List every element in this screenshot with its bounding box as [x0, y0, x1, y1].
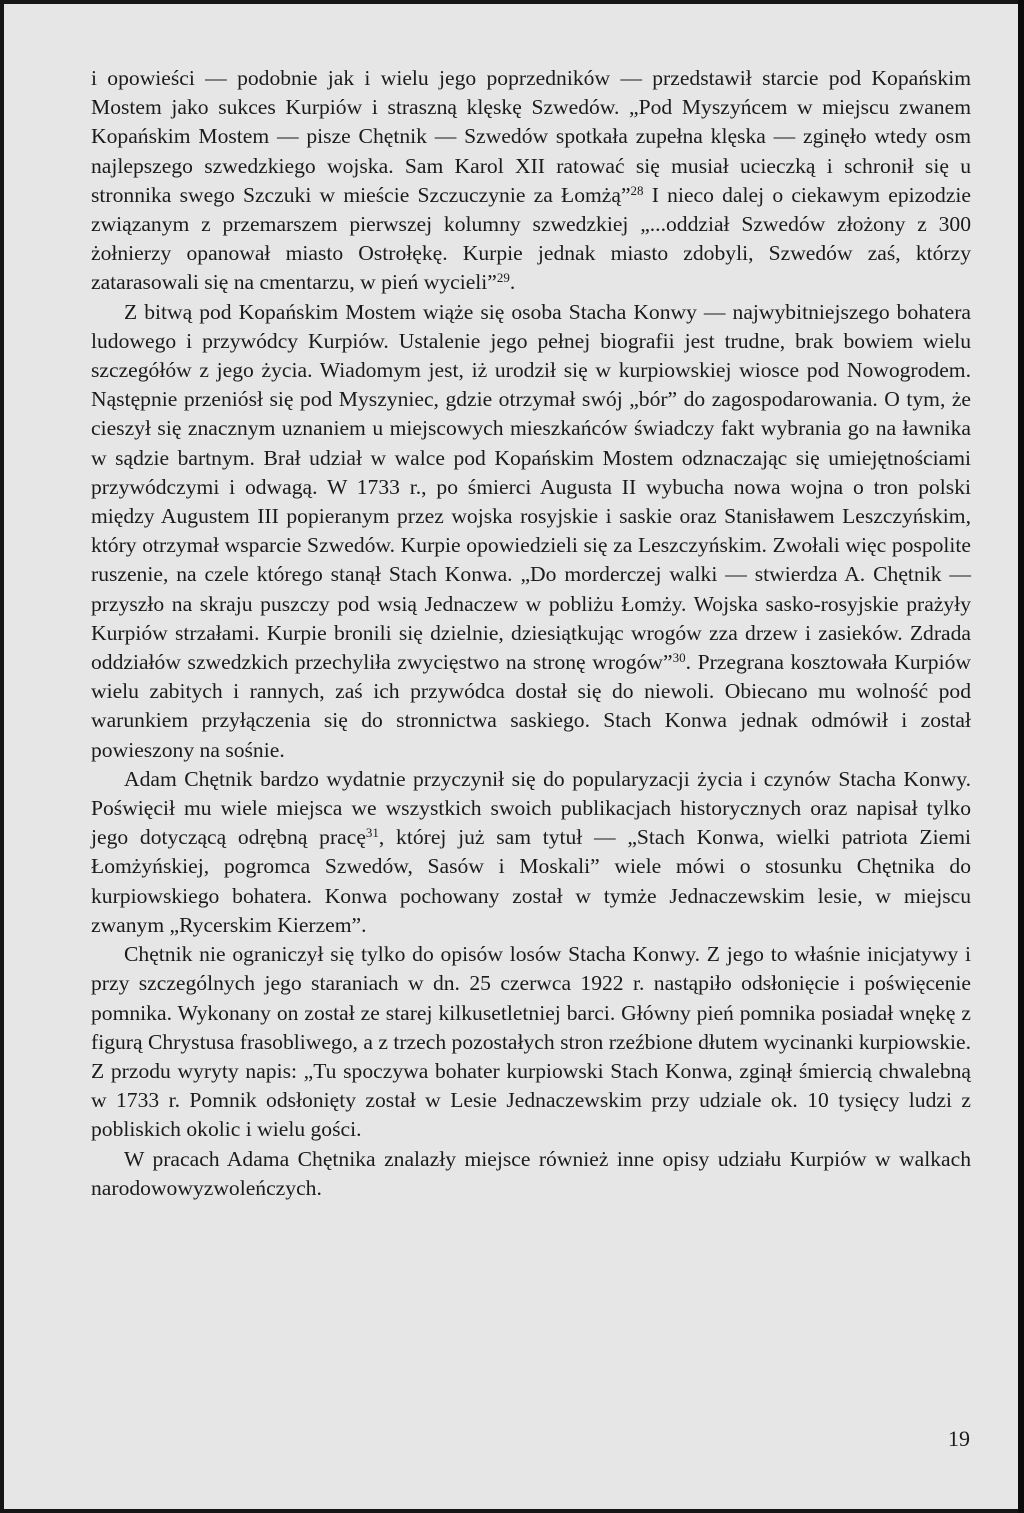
footnote-ref: 30: [672, 650, 686, 666]
text-run: Adam Chętnik bardzo wydatnie przyczynił się do popularyzacji życia i czynów Stacha Konwy. Poświęcił mu wiele miejsca we wszystkich swoich publikacjach historycznych oraz napisał tylko jego dotyczącą odrębną pracę: [91, 766, 971, 850]
page-number: 19: [948, 1426, 970, 1451]
footnote-ref: 28: [630, 182, 644, 198]
book-page: [4, 4, 1018, 1509]
text-run: , której już sam tytuł — „Stach Konwa, wielki patriota Ziemi Łomżyńskiej, pogromca Szwedów, Sasów i Moskali” wiele mówi o stosunku Chętnika do kurpiowskiego bohatera. Konwa pochowany został w tymże Jednaczewskim lesie, w miejscu zwanym „Rycerskim Kierzem”.: [91, 825, 971, 937]
text-run: i opowieści — podobnie jak i wielu jego poprzedników — przedstawił starcie pod Kopańskim Mostem jako sukces Kurpiów i straszną klęskę Szwedów. „Pod Myszyńcem w miejscu zwanem Kopańskim Mostem — pisze Chętnik — Szwedów spotkała zupełna klęska — zginęło wtedy osm najlepszego szwedzkiego wojska. Sam Karol XII ratować się musiał ucieczką i schronił się u stronnika swego Szczuki w mieście Szczuczynie za Łomżą”: [91, 66, 971, 207]
paragraph: [91, 298, 971, 765]
footnote-ref: 29: [496, 270, 510, 286]
footnote-ref: 31: [365, 825, 379, 841]
scan-edge: [1018, 0, 1024, 1513]
paragraph: [91, 765, 971, 940]
paragraph: [91, 64, 971, 298]
paragraph: [91, 940, 971, 1144]
text-run: . Przegrana kosztowała Kurpiów wielu zabitych i rannych, zaś ich przywódca dostał się do niewoli. Obiecano mu wolność pod warunkiem przyłączenia się do stronnictwa saskiego. Stach Konwa jednak odmówił i został powieszony na sośnie.: [91, 650, 971, 762]
text-run: Z bitwą pod Kopańskim Mostem wiąże się osoba Stacha Konwy — najwybitniejszego bohatera ludowego i przywódcy Kurpiów. Ustalenie jego pełnej biografii jest trudne, brak bowiem wielu szczegółów z jego życia. Wiadomym jest, iż urodził się w kurpiowskiej wiosce pod Nowogrodem. Nąstępnie przeniósł się pod Myszyniec, gdzie otrzymał swój „bór” do zagospodarowania. O tym, że cieszył się znacznym uznaniem u miejscowych mieszkańców świadczy fakt wybrania go na ławnika w sądzie bartnym. Brał udział w walce pod Kopańskim Mostem odznaczając się umiejętnościami przywódczymi i odwagą. W 1733 r., po śmierci Augusta II wybucha nowa wojna o tron polski między Augustem III popieranym przez wojska rosyjskie i saskie oraz Stanisławem Leszczyńskim, który otrzymał wsparcie Szwedów. Kurpie opowiedzieli się za Leszczyńskim. Zwołali więc pospolite ruszenie, na czele którego stanął Stach Konwa. „Do morderczej walki — stwierdza A. Chętnik — przyszło na skraju puszczy pod wsią Jednaczew w pobliżu Łomży. Wojska sasko-rosyjskie prażyły Kurpiów strzałami. Kurpie bronili się dzielnie, dziesiątkując wrogów zza drzew i zasieków. Zdrada oddziałów szwedzkich przechyliła zwycięstwo na stronę wrogów”: [91, 299, 971, 675]
text-run: Chętnik nie ograniczył się tylko do opisów losów Stacha Konwy. Z jego to właśnie inicjatywy i przy szczególnych jego staraniach w dn. 25 czerwca 1922 r. nastąpiło odsłonięcie i poświęcenie pomnika. Wykonany on został ze starej kilkusetletniej barci. Główny pień pomnika posiadał wnękę z figurą Chrystusa frasobliwego, a z trzech pozostałych stron rzeźbione dłutem wycinanki kurpiowskie. Z przodu wyryty napis: „Tu spoczywa bohater kurpiowski Stach Konwa, zginął śmiercią chwalebną w 1733 r. Pomnik odsłonięty został w Lesie Jednaczewskim przy udziale ok. 10 tysięcy ludzi z pobliskich okolic i wielu gości.: [91, 942, 971, 1142]
text-run: .: [509, 270, 516, 295]
text-run: I nieco dalej o ciekawym epizodzie związanym z przemarszem pierwszej kolumny szwedzkiej „...oddział Szwedów złożony z 300 żołnierzy opanował miasto Ostrołękę. Kurpie jednak miasto zdobyli, Szwedów zaś, którzy zatarasowali się na cmentarzu, w pień wycieli”: [91, 182, 971, 295]
text-run: W pracach Adama Chętnika znalazły miejsce również inne opisy udziału Kurpiów w walkach narodowowyzwoleńczych.: [91, 1146, 971, 1200]
body-text: [91, 64, 971, 1203]
paragraph: [91, 1145, 971, 1203]
